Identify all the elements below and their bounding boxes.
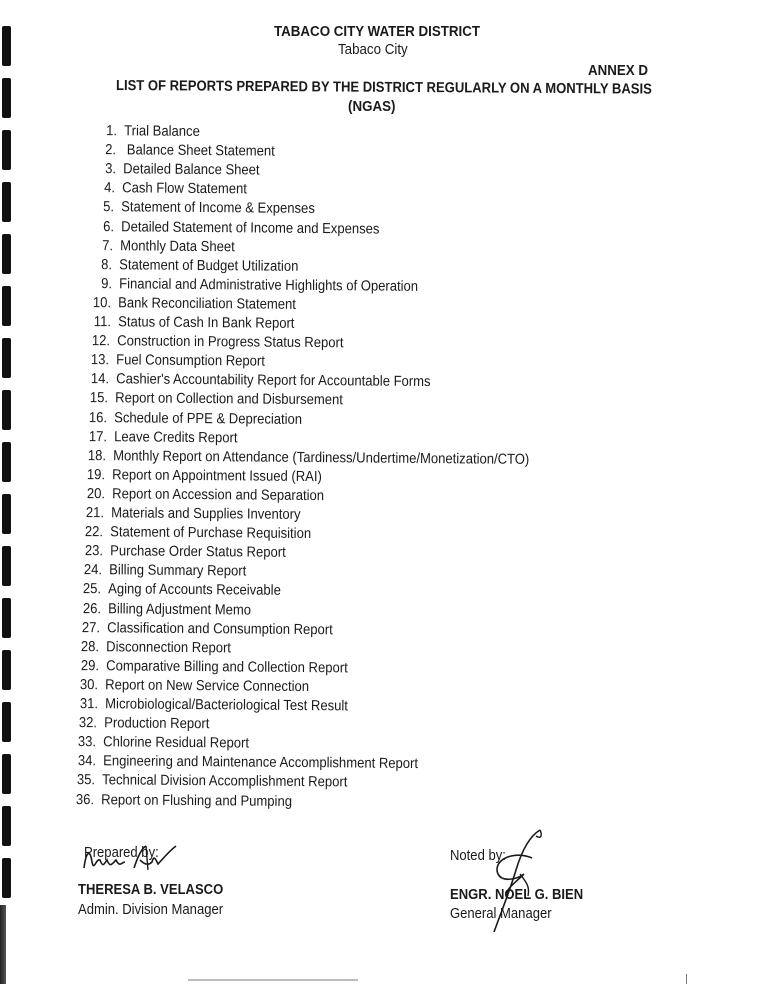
report-label: Chlorine Residual Report bbox=[103, 734, 250, 752]
report-list-item bbox=[82, 352, 265, 370]
report-number: 5. bbox=[103, 199, 115, 216]
report-label: Monthly Data Sheet bbox=[120, 237, 235, 255]
report-number: 15. bbox=[89, 390, 108, 407]
report-list-item bbox=[81, 390, 343, 408]
report-list-item bbox=[85, 257, 298, 275]
report-label: Engineering and Maintenance Accomplishment Report bbox=[102, 753, 418, 773]
report-number: 29. bbox=[80, 657, 99, 675]
report-number: 18. bbox=[87, 447, 106, 464]
report-label: Detailed Balance Sheet bbox=[122, 161, 260, 179]
report-label: Monthly Report on Attendance (Tardiness/Undertime/Monetization/CTO) bbox=[113, 447, 530, 468]
report-number: 3. bbox=[104, 161, 116, 178]
report-number: 35. bbox=[76, 772, 95, 789]
report-label: Fuel Consumption Report bbox=[116, 352, 266, 370]
report-list-item bbox=[79, 448, 529, 468]
report-label: Comparative Billing and Collection Report bbox=[105, 658, 348, 677]
report-label: Materials and Supplies Inventory bbox=[111, 505, 301, 523]
report-number: 33. bbox=[77, 734, 97, 751]
report-label: Leave Credits Report bbox=[113, 428, 238, 446]
report-label: Financial and Administrative Highlights of Operation bbox=[118, 276, 418, 295]
prepared-by-label: Prepared by: bbox=[84, 845, 159, 861]
report-list-item bbox=[85, 276, 418, 295]
report-number: 16. bbox=[89, 409, 108, 426]
report-number: 23. bbox=[84, 543, 103, 560]
report-number: 4. bbox=[104, 180, 116, 197]
report-label: Statement of Budget Utilization bbox=[119, 256, 299, 275]
report-list-item bbox=[86, 238, 235, 255]
report-number: 19. bbox=[87, 466, 106, 484]
report-list-item bbox=[81, 371, 430, 390]
report-label: Aging of Accounts Receivable bbox=[108, 581, 282, 600]
report-list-item bbox=[68, 772, 347, 790]
binder-mark bbox=[2, 858, 11, 898]
document-subtitle: (NGAS) bbox=[348, 99, 396, 115]
report-list-item bbox=[72, 639, 231, 656]
report-number: 11. bbox=[93, 314, 111, 331]
report-number: 13. bbox=[90, 352, 110, 369]
report-label: Cashier's Accountability Report for Accountable Forms bbox=[115, 371, 431, 391]
report-list-item bbox=[70, 696, 347, 714]
report-label: Technical Division Accomplishment Report bbox=[102, 772, 348, 791]
document-title: LIST OF REPORTS PREPARED BY THE DISTRICT REGULARLY ON A MONTHLY BASIS bbox=[115, 78, 652, 98]
report-label: Report on Flushing and Pumping bbox=[101, 791, 293, 810]
report-list-item bbox=[87, 199, 315, 217]
report-label: Statement of Income & Expenses bbox=[121, 199, 316, 218]
report-number: 27. bbox=[81, 619, 101, 636]
report-number: 10. bbox=[92, 294, 112, 312]
organization-city: Tabaco City bbox=[338, 42, 408, 58]
report-label: Report on Accession and Separation bbox=[111, 486, 324, 505]
report-label: Schedule of PPE & Depreciation bbox=[114, 409, 303, 428]
scan-mark bbox=[686, 974, 687, 984]
report-list-item bbox=[73, 620, 333, 638]
report-label: Balance Sheet Statement bbox=[123, 142, 276, 160]
report-label: Microbiological/Bacteriological Test Result bbox=[104, 696, 348, 715]
report-list-item bbox=[70, 715, 209, 732]
report-number: 12. bbox=[91, 333, 110, 350]
report-number: 14. bbox=[90, 371, 109, 388]
report-number: 24. bbox=[83, 562, 103, 579]
report-label: Billing Adjustment Memo bbox=[107, 600, 251, 619]
report-label: Billing Summary Report bbox=[109, 562, 247, 580]
report-number: 1. bbox=[106, 123, 118, 140]
report-label: Construction in Progress Status Report bbox=[116, 333, 344, 352]
report-number: 9. bbox=[100, 275, 112, 293]
report-label: Disconnection Report bbox=[106, 638, 232, 657]
report-list-item bbox=[90, 123, 200, 140]
noted-by-name: ENGR. NOEL G. BIEN bbox=[450, 887, 584, 903]
report-list-item bbox=[84, 295, 296, 313]
report-number: 28. bbox=[81, 638, 100, 655]
report-number: 32. bbox=[78, 715, 97, 732]
report-label: Cash Flow Statement bbox=[122, 180, 248, 198]
report-number: 21. bbox=[85, 505, 105, 522]
report-label: Classification and Consumption Report bbox=[107, 619, 333, 638]
report-label: Detailed Statement of Income and Expenses bbox=[120, 218, 380, 238]
report-label: Report on Collection and Disbursement bbox=[115, 390, 343, 409]
report-number: 17. bbox=[88, 428, 107, 445]
report-number: 22. bbox=[85, 524, 104, 541]
footer-stain bbox=[188, 979, 358, 981]
report-number: 6. bbox=[102, 218, 114, 235]
report-label: Bank Reconciliation Statement bbox=[118, 295, 297, 313]
report-list-item bbox=[77, 505, 301, 523]
report-number: 30. bbox=[79, 676, 99, 694]
report-list-item bbox=[89, 161, 260, 178]
report-number: 34. bbox=[77, 753, 96, 770]
report-list-item bbox=[67, 792, 292, 810]
page-edge-shadow bbox=[0, 905, 6, 984]
report-list-item bbox=[72, 658, 348, 676]
report-list-item bbox=[89, 142, 275, 160]
report-number: 7. bbox=[102, 237, 114, 254]
report-label: Trial Balance bbox=[124, 123, 200, 140]
report-list-item bbox=[88, 180, 247, 197]
report-list-item bbox=[78, 486, 324, 504]
report-list-item bbox=[68, 753, 417, 772]
report-list-item bbox=[75, 562, 246, 579]
noted-by-title: General Manager bbox=[450, 906, 552, 922]
report-list-item bbox=[76, 524, 311, 542]
report-number: 8. bbox=[101, 256, 113, 273]
report-label: Report on New Service Connection bbox=[105, 677, 310, 695]
report-list-item bbox=[74, 581, 281, 599]
prepared-by-title: Admin. Division Manager bbox=[78, 902, 224, 918]
report-list-item bbox=[87, 219, 380, 238]
annex-label: ANNEX D bbox=[588, 63, 649, 79]
organization-name: TABACO CITY WATER DISTRICT bbox=[274, 24, 481, 40]
report-list-item bbox=[71, 677, 309, 695]
report-list-item bbox=[80, 410, 302, 428]
report-list-item bbox=[83, 314, 294, 332]
report-number: 26. bbox=[82, 600, 101, 617]
report-label: Report on Appointment Issued (RAI) bbox=[112, 467, 323, 485]
report-number: 31. bbox=[79, 696, 98, 713]
report-number: 36. bbox=[76, 791, 95, 808]
report-number: 20. bbox=[86, 485, 105, 503]
report-list-item bbox=[74, 601, 251, 619]
report-list-item bbox=[80, 429, 238, 446]
prepared-by-name: THERESA B. VELASCO bbox=[78, 882, 224, 898]
report-label: Status of Cash In Bank Report bbox=[117, 314, 295, 332]
report-label: Purchase Order Status Report bbox=[109, 543, 286, 562]
noted-by-label: Noted by: bbox=[450, 848, 506, 864]
report-label: Statement of Purchase Requisition bbox=[110, 524, 312, 543]
report-list-item bbox=[78, 467, 322, 485]
report-number: 25. bbox=[83, 581, 102, 598]
report-number: 2. bbox=[105, 142, 117, 159]
report-list-item bbox=[76, 543, 286, 561]
report-label: Production Report bbox=[103, 715, 210, 733]
report-list-item bbox=[69, 734, 249, 752]
report-list-item bbox=[83, 333, 344, 351]
